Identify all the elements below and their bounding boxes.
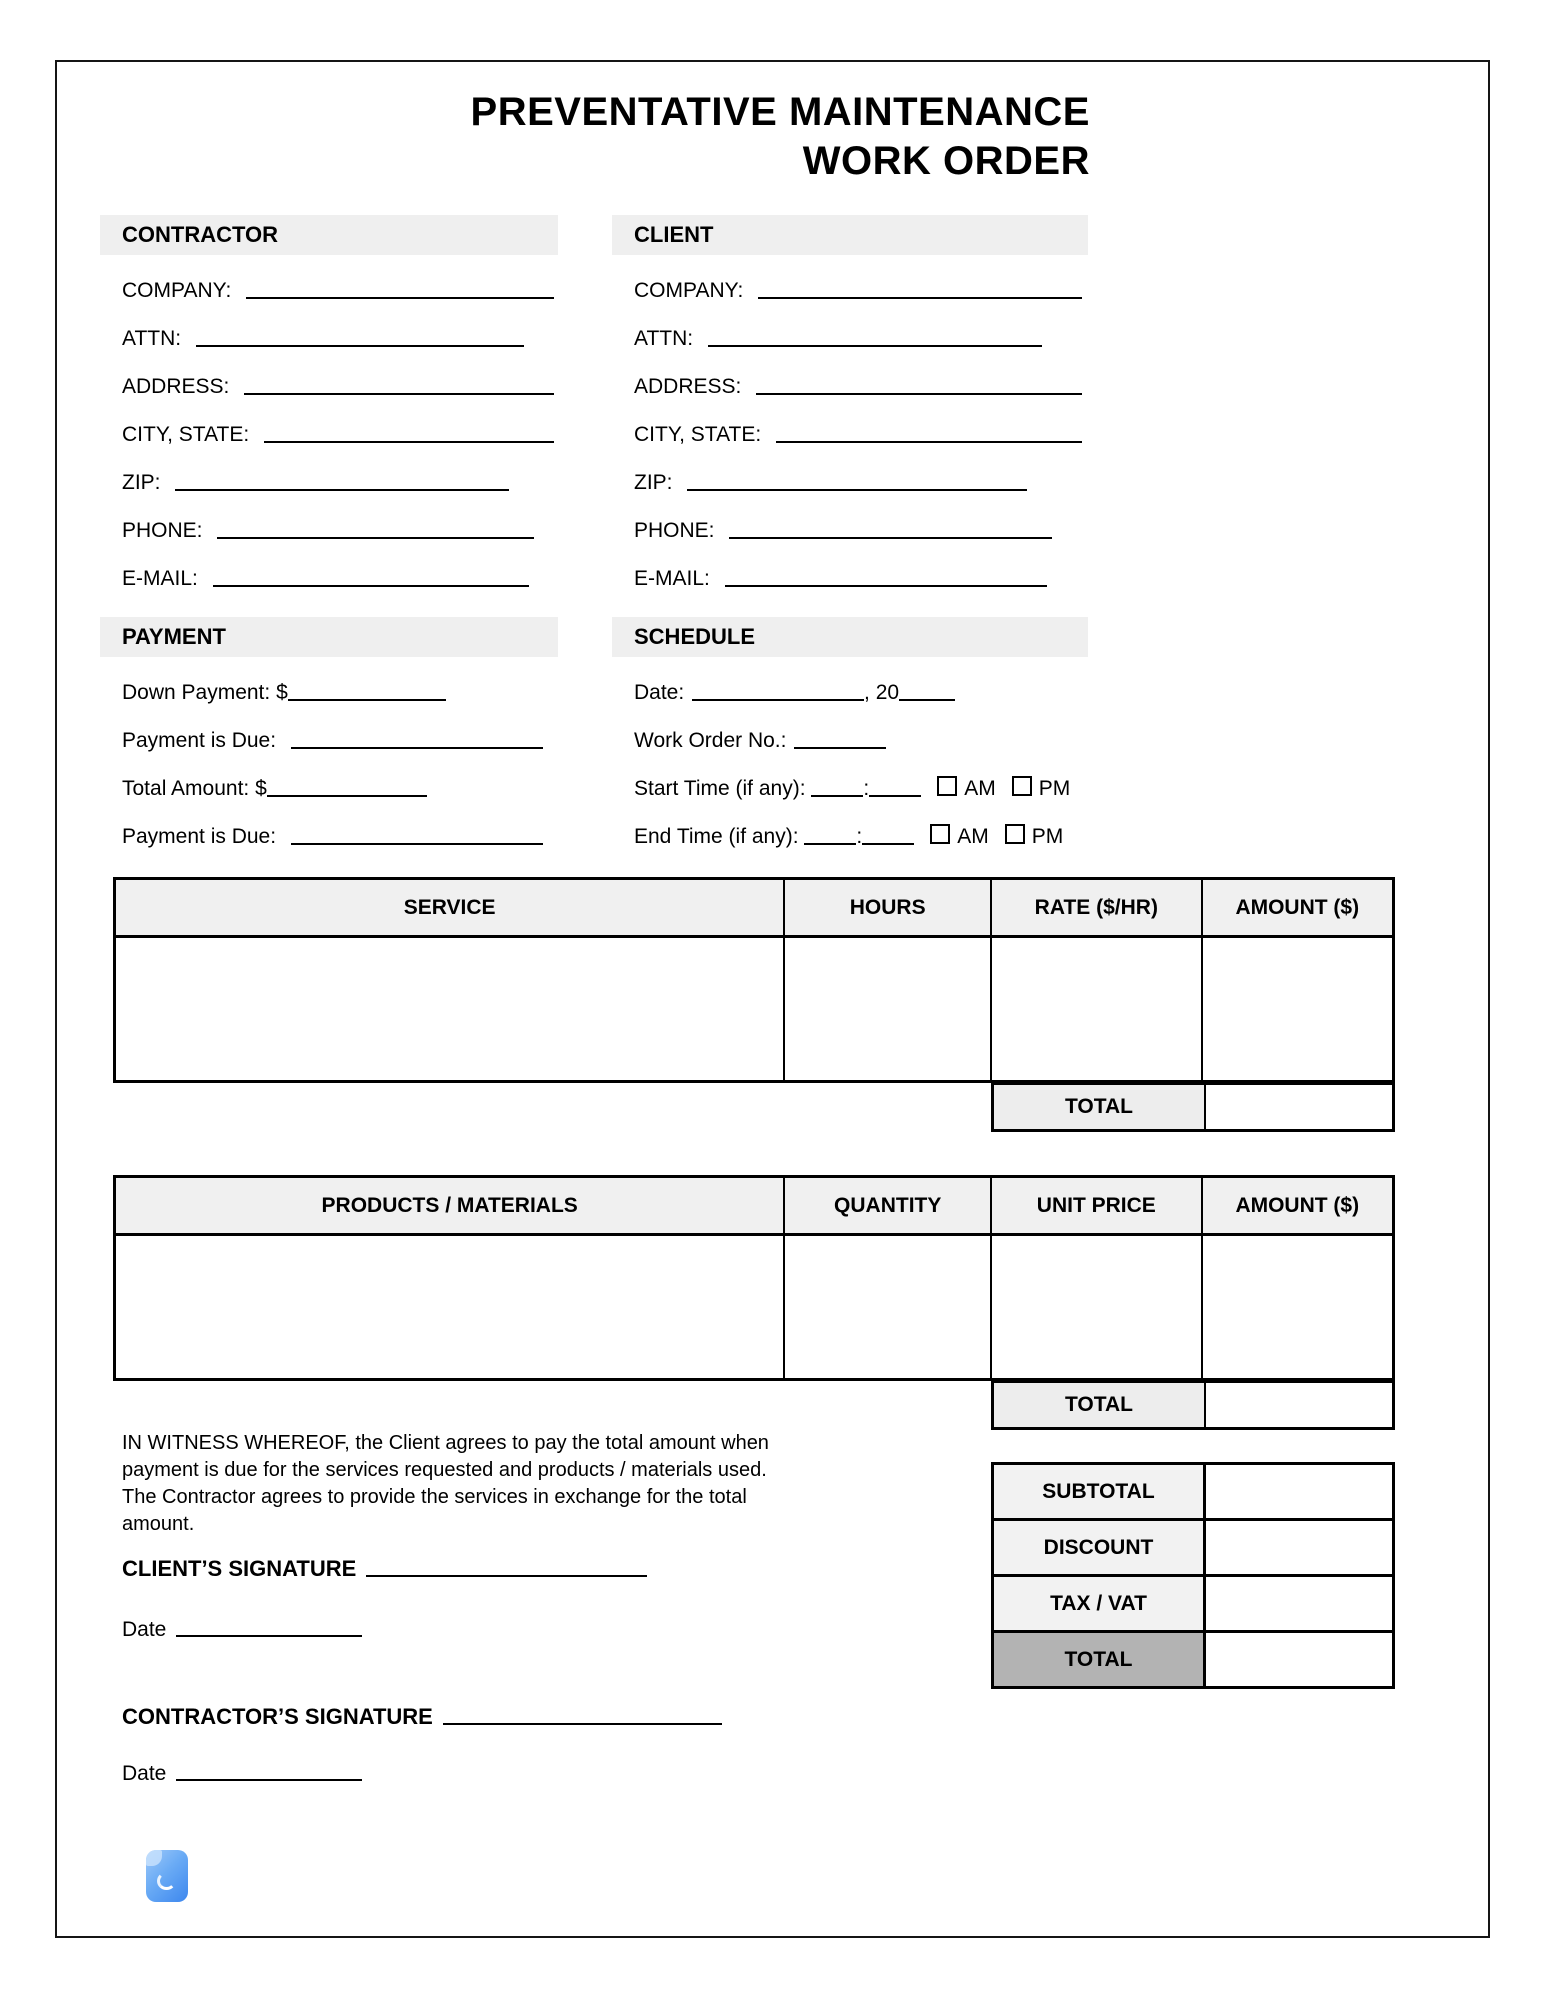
work-order-no-field	[634, 708, 1104, 756]
logo-fold-highlight	[146, 1850, 162, 1866]
tax-vat-label: TAX / VAT	[994, 1577, 1206, 1630]
contractor-address-field	[122, 354, 554, 402]
blank-line	[869, 791, 921, 797]
blank-line	[692, 695, 864, 701]
contractor-fields	[122, 258, 554, 594]
subtotal-label: SUBTOTAL	[994, 1465, 1206, 1518]
blank-line	[291, 839, 543, 845]
blank-line	[267, 791, 427, 797]
payment-fields	[122, 660, 562, 852]
products-total-row	[991, 1380, 1395, 1430]
contractor-attn-field	[122, 306, 554, 354]
blank-line	[862, 839, 914, 845]
contractor-email-field	[122, 546, 554, 594]
am-label: AM	[957, 825, 989, 848]
blank-line	[175, 485, 509, 491]
blank-line	[729, 533, 1052, 539]
contractor-section-header: CONTRACTOR	[100, 215, 558, 255]
amount-column-header: AMOUNT ($)	[1201, 880, 1392, 935]
start-am-checkbox	[937, 776, 957, 796]
discount-row	[994, 1518, 1392, 1574]
blank-line	[758, 293, 1082, 299]
field-label: CITY, STATE:	[122, 423, 256, 446]
grand-total-row	[994, 1630, 1392, 1686]
service-table-header-row	[116, 880, 1392, 938]
service-total-row	[991, 1082, 1395, 1132]
grand-total-label: TOTAL	[994, 1633, 1206, 1686]
blank-line	[217, 533, 534, 539]
client-company-field	[634, 258, 1082, 306]
field-label: PHONE:	[634, 519, 721, 542]
start-pm-checkbox	[1012, 776, 1032, 796]
time-separator: :	[863, 777, 870, 800]
client-address-field	[634, 354, 1082, 402]
field-label: End Time (if any):	[634, 825, 805, 848]
field-label: Date:	[634, 681, 691, 704]
field-label: ATTN:	[634, 327, 699, 350]
contractor-signature-field	[122, 1704, 722, 1732]
date-label: Date	[122, 1618, 173, 1641]
amount-cell	[1201, 1236, 1392, 1378]
schedule-fields	[634, 660, 1104, 852]
year-prefix: , 20	[864, 681, 900, 704]
rate-column-header: RATE ($/HR)	[990, 880, 1201, 935]
payment-due-field	[122, 708, 562, 756]
service-total-label: TOTAL	[994, 1085, 1206, 1129]
client-signature-field	[122, 1556, 647, 1584]
tax-vat-value-cell	[1206, 1577, 1392, 1630]
date-field	[634, 660, 1104, 708]
quantity-column-header: QUANTITY	[783, 1178, 990, 1233]
blank-line	[804, 839, 856, 845]
contractor-company-field	[122, 258, 554, 306]
field-label: ADDRESS:	[122, 375, 236, 398]
blank-line	[776, 437, 1082, 443]
payment-section-header: PAYMENT	[100, 617, 558, 657]
field-label: Work Order No.:	[634, 729, 793, 752]
total-amount-field	[122, 756, 562, 804]
field-label: E-MAIL:	[122, 567, 204, 590]
field-label: Start Time (if any):	[634, 777, 812, 800]
quantity-cell	[783, 1236, 990, 1378]
client-section-header: CLIENT	[612, 215, 1088, 255]
client-signature-label: CLIENT’S SIGNATURE	[122, 1556, 363, 1581]
client-signature-date-field	[122, 1618, 362, 1644]
products-table-body-row	[116, 1236, 1392, 1378]
subtotal-row	[994, 1465, 1392, 1518]
unit-price-column-header: UNIT PRICE	[990, 1178, 1201, 1233]
date-line	[176, 1631, 362, 1637]
blank-line	[899, 695, 955, 701]
products-cell	[116, 1236, 783, 1378]
client-signature-line	[366, 1571, 647, 1577]
end-am-checkbox	[930, 824, 950, 844]
products-total-label: TOTAL	[994, 1383, 1206, 1427]
hours-cell	[783, 938, 990, 1080]
service-table-body-row	[116, 938, 1392, 1080]
field-label: Down Payment: $	[122, 681, 288, 704]
title-line-1: PREVENTATIVE MAINTENANCE	[470, 90, 1090, 134]
field-label: COMPANY:	[634, 279, 750, 302]
witness-clause: IN WITNESS WHEREOF, the Client agrees to pay the total amount when payment is due for the services requested and products / materials used. The Contractor agrees to provide the services in exchange for the total amount.	[122, 1432, 769, 1535]
service-column-header: SERVICE	[403, 895, 496, 919]
blank-line	[687, 485, 1027, 491]
am-label: AM	[964, 777, 996, 800]
schedule-section-header: SCHEDULE	[612, 617, 1088, 657]
blank-line	[196, 341, 524, 347]
title-line-2: WORK ORDER	[802, 139, 1090, 183]
service-total-value-cell	[1206, 1085, 1392, 1129]
contractor-signature-label: CONTRACTOR’S SIGNATURE	[122, 1704, 439, 1729]
pm-label: PM	[1038, 777, 1071, 800]
field-label: PHONE:	[122, 519, 209, 542]
client-city-state-field	[634, 402, 1082, 450]
date-label: Date	[122, 1762, 173, 1785]
field-label: ZIP:	[122, 471, 167, 494]
products-column-header: PRODUCTS / MATERIALS	[321, 1193, 578, 1217]
document-title	[471, 88, 1090, 186]
summary-table	[991, 1462, 1395, 1689]
blank-line	[794, 743, 886, 749]
blank-line	[291, 743, 543, 749]
client-email-field	[634, 546, 1082, 594]
field-label: Total Amount: $	[122, 777, 267, 800]
blank-line	[708, 341, 1042, 347]
service-cell	[116, 938, 783, 1080]
contractor-zip-field	[122, 450, 554, 498]
hours-column-header: HOURS	[783, 880, 990, 935]
pm-label: PM	[1031, 825, 1064, 848]
time-separator: :	[856, 825, 863, 848]
field-label: ADDRESS:	[634, 375, 748, 398]
start-time-field	[634, 756, 1104, 804]
contractor-signature-date-field	[122, 1762, 362, 1788]
blank-line	[811, 791, 863, 797]
client-phone-field	[634, 498, 1082, 546]
field-label: Payment is Due:	[122, 825, 282, 848]
down-payment-field	[122, 660, 562, 708]
field-label: Payment is Due:	[122, 729, 282, 752]
subtotal-value-cell	[1206, 1465, 1392, 1518]
blank-line	[244, 389, 554, 395]
logo-smile-icon	[157, 1872, 176, 1890]
amount-cell	[1201, 938, 1392, 1080]
client-attn-field	[634, 306, 1082, 354]
field-label: ATTN:	[122, 327, 187, 350]
date-line	[176, 1775, 362, 1781]
client-fields	[634, 258, 1082, 594]
discount-label: DISCOUNT	[994, 1521, 1206, 1574]
blank-line	[264, 437, 554, 443]
contractor-phone-field	[122, 498, 554, 546]
contractor-city-state-field	[122, 402, 554, 450]
rate-cell	[990, 938, 1201, 1080]
field-label: COMPANY:	[122, 279, 238, 302]
products-table	[113, 1175, 1395, 1381]
unit-price-cell	[990, 1236, 1201, 1378]
tax-vat-row	[994, 1574, 1392, 1630]
products-table-header-row	[116, 1178, 1392, 1236]
blank-line	[246, 293, 554, 299]
end-time-field	[634, 804, 1104, 852]
service-table	[113, 877, 1395, 1083]
blank-line	[725, 581, 1047, 587]
blank-line	[756, 389, 1082, 395]
eforms-logo-icon	[146, 1850, 188, 1902]
amount-column-header: AMOUNT ($)	[1201, 1178, 1392, 1233]
payment-due-field-2	[122, 804, 562, 852]
blank-line	[213, 581, 529, 587]
discount-value-cell	[1206, 1521, 1392, 1574]
client-zip-field	[634, 450, 1082, 498]
field-label: ZIP:	[634, 471, 679, 494]
contractor-signature-line	[443, 1719, 722, 1725]
field-label: E-MAIL:	[634, 567, 716, 590]
products-total-value-cell	[1206, 1383, 1392, 1427]
blank-line	[288, 695, 446, 701]
field-label: CITY, STATE:	[634, 423, 768, 446]
end-pm-checkbox	[1005, 824, 1025, 844]
grand-total-value-cell	[1206, 1633, 1392, 1686]
